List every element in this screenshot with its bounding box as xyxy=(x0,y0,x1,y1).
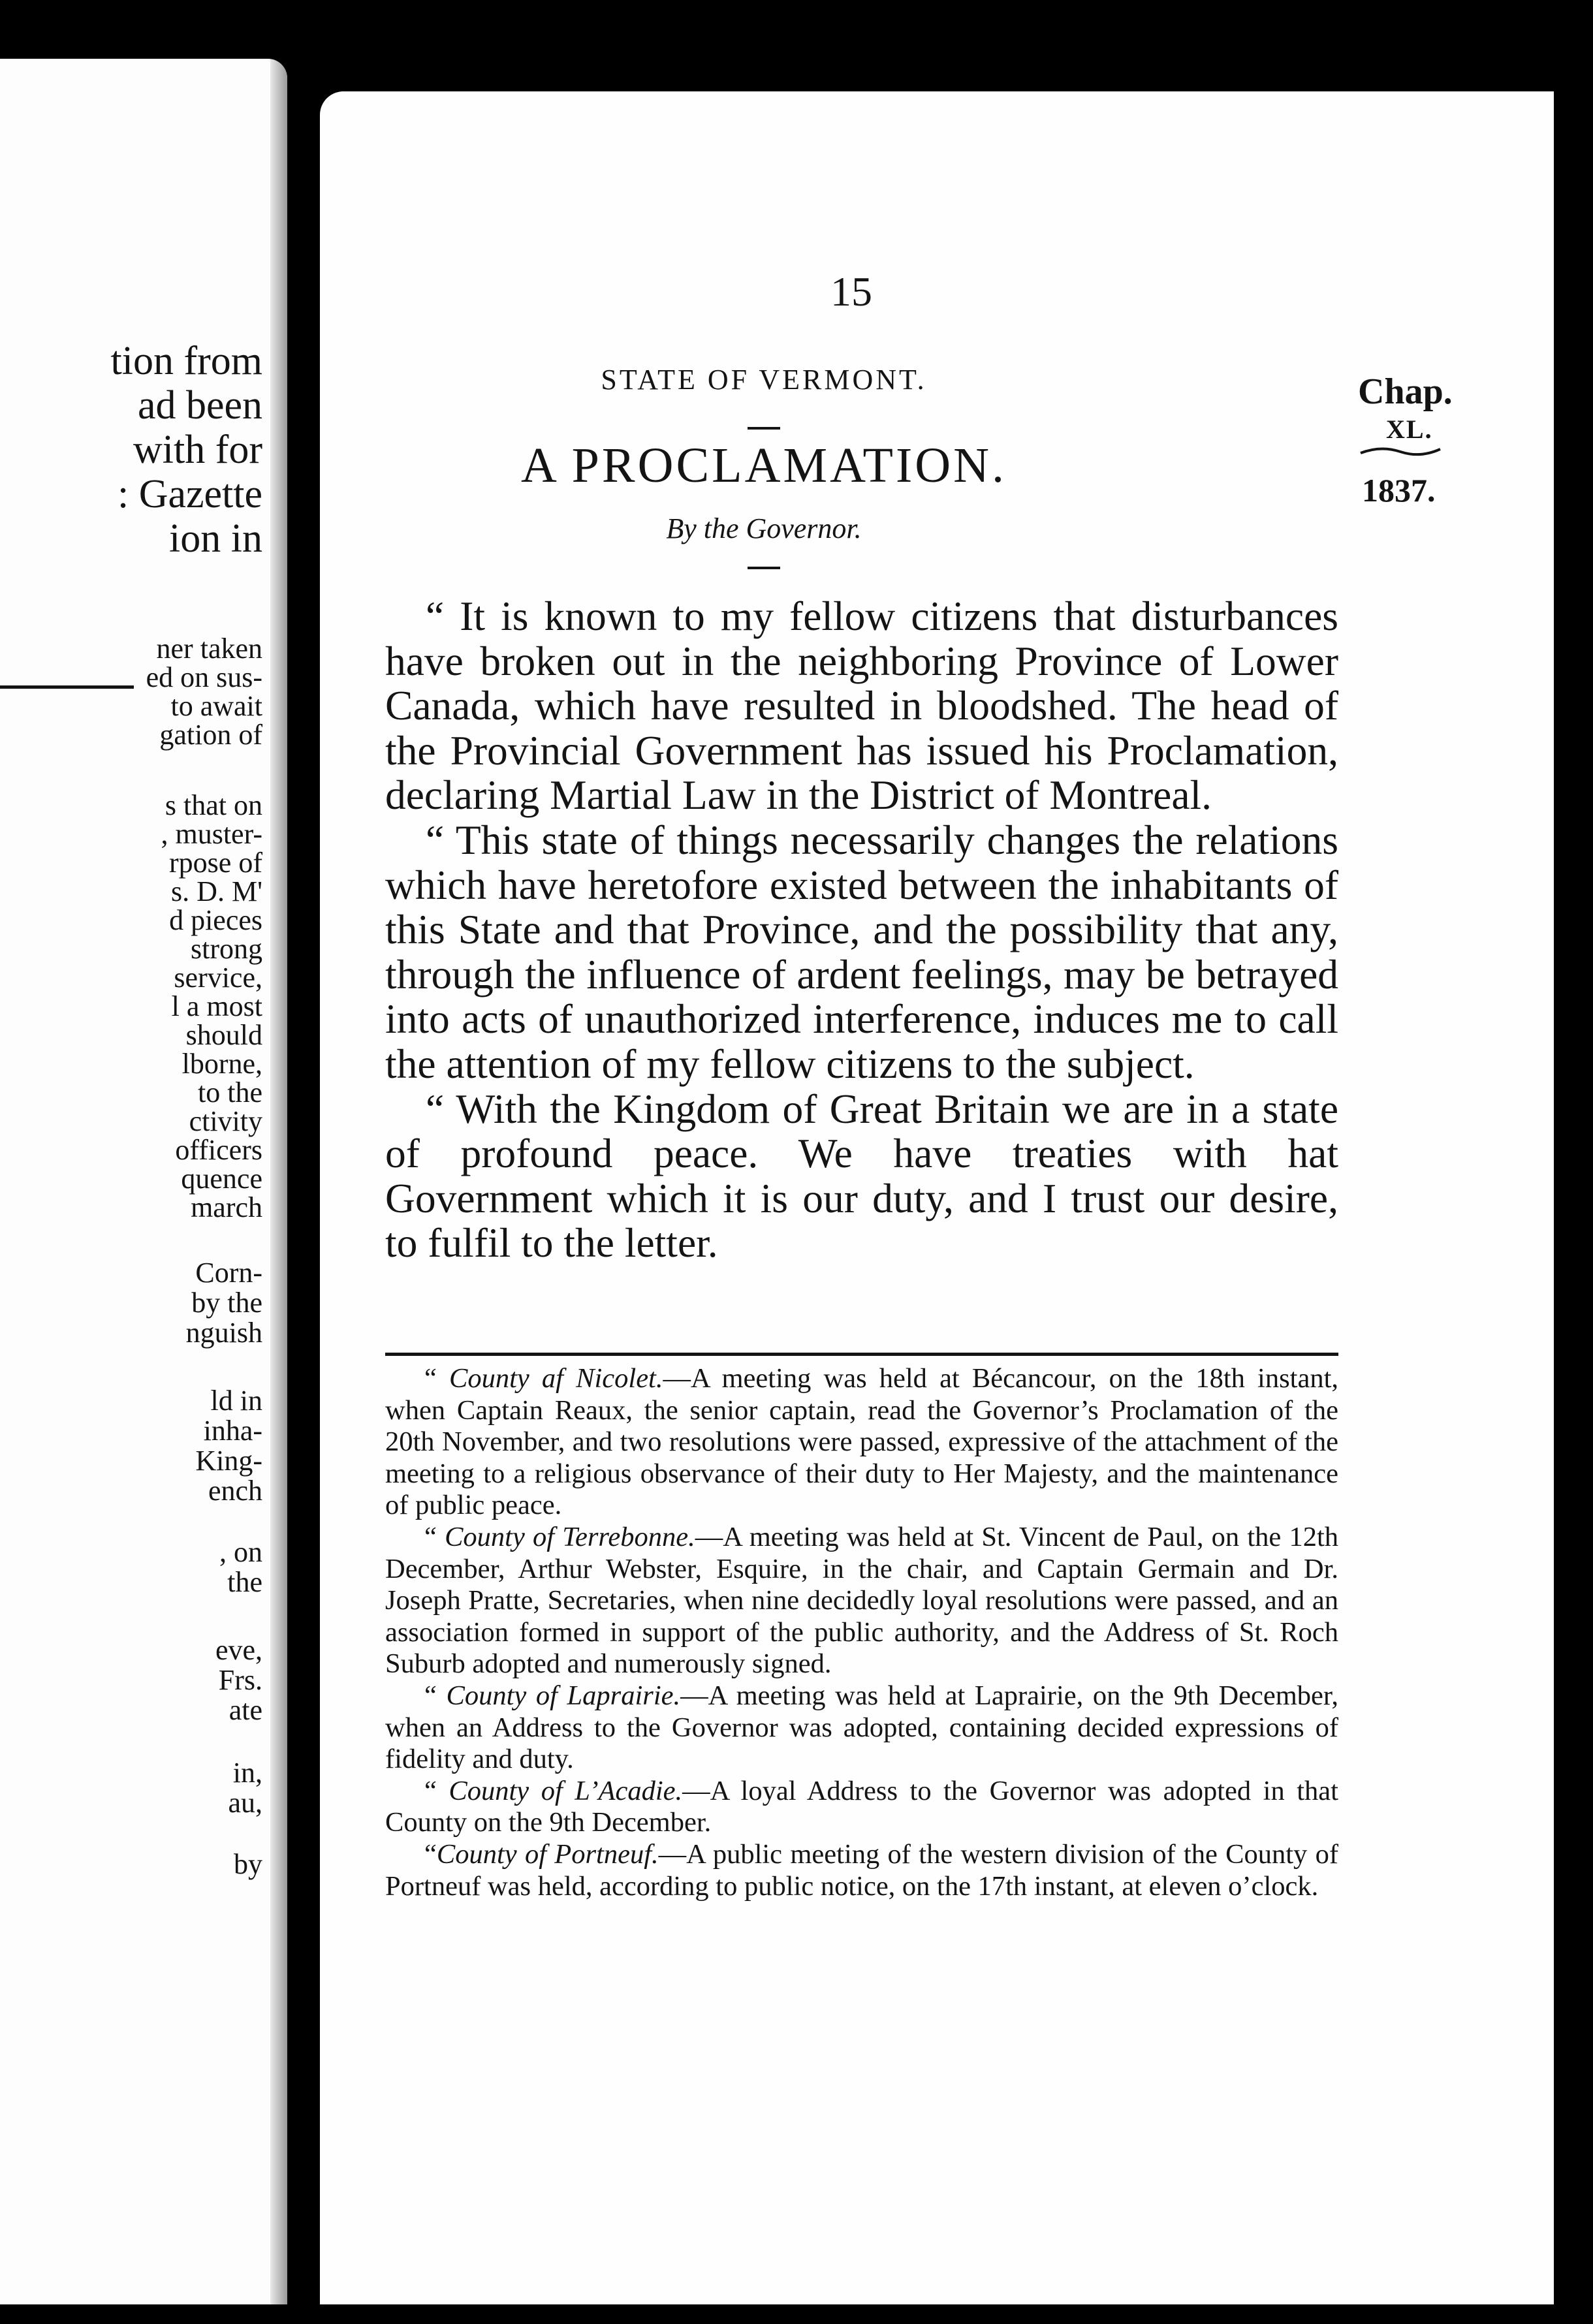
page-gutter xyxy=(270,59,287,2304)
footnote-rule xyxy=(385,1353,1338,1356)
by-line: By the Governor. xyxy=(666,512,862,544)
left-page-fragment: d pieces xyxy=(169,904,262,936)
proclamation-body xyxy=(385,594,1338,1266)
footnote-text: —A public meeting of the western division of the County of Portneuf was held, according to public notice, on the 17th instant, at eleven o’clock. xyxy=(385,1838,1338,1902)
footnotes xyxy=(385,1363,1338,1902)
left-page-fragment: should xyxy=(185,1019,262,1051)
footnote-quote: “ xyxy=(424,1363,450,1394)
margin-chapter-number: XL. xyxy=(1386,415,1433,444)
left-page-fragment: , on xyxy=(219,1536,262,1568)
heading-dash xyxy=(748,427,780,430)
footnote xyxy=(385,1776,1338,1839)
left-page-fragment: lborne, xyxy=(181,1048,262,1080)
body-paragraph: “ It is known to my fellow citizens that disturbances have broken out in the neighboring Province of Lower Canada, which have resulted in bloodshed. The head of the Provincial Government has issued his Proclamation, declaring Martial Law in the District of Montreal. xyxy=(385,593,1338,819)
left-page-fragment: Frs. xyxy=(218,1664,262,1696)
footnote-quote: “ xyxy=(424,1680,447,1711)
footnote-quote: “ xyxy=(424,1775,449,1806)
footnote-text: —A meeting was held at Laprairie, on the 9th December, when an Address to the Governor was adopted, containing decided expressions of fidelity and duty. xyxy=(385,1680,1338,1775)
left-page-fragment: au, xyxy=(228,1787,262,1819)
left-page-fragment: Corn- xyxy=(195,1257,262,1289)
left-page-fragment: to await xyxy=(170,690,262,722)
swash-ornament xyxy=(1358,444,1443,458)
left-page-rule xyxy=(0,685,134,689)
left-page-fragment: nguish xyxy=(185,1317,262,1349)
left-page-fragment: by xyxy=(234,1848,262,1880)
footnote-title: County af Nicolet. xyxy=(449,1363,663,1394)
footnote-quote: “ xyxy=(424,1521,445,1552)
footnote-text: —A loyal Address to the Governor was adopted in that County on the 9th December. xyxy=(385,1775,1338,1838)
left-page-fragment: ion in xyxy=(169,516,262,561)
left-page-fragment: inha- xyxy=(203,1415,262,1447)
footnote xyxy=(385,1363,1338,1522)
left-page-fragment: strong xyxy=(191,933,262,965)
left-page-fragment: King- xyxy=(195,1445,262,1477)
left-page-fragment: gation of xyxy=(159,719,262,751)
margin-chapter-label: Chap. xyxy=(1358,371,1453,412)
left-page-fragment: ner taken xyxy=(156,633,262,665)
footnote-title: County of L’Acadie. xyxy=(449,1775,683,1806)
heading-dash xyxy=(748,567,780,569)
left-page-fragment: l a most xyxy=(171,990,262,1022)
left-page-fragment: by the xyxy=(191,1287,262,1319)
left-page-fragment: with for xyxy=(133,428,262,472)
footnote-title: County of Portneuf. xyxy=(436,1838,659,1870)
page-number: 15 xyxy=(830,268,872,315)
left-page-fragment: ld in xyxy=(210,1385,262,1417)
left-page-fragment: s that on xyxy=(165,789,262,821)
body-paragraph: “ With the Kingdom of Great Britain we are in a state of profound peace. We have treaties with hat Government which it is our duty, and I trust our desire, to fulfil to the letter. xyxy=(385,1085,1338,1266)
footnote xyxy=(385,1839,1338,1902)
left-page-fragment: ad been xyxy=(137,383,262,428)
footnote-text: —A meeting was held at Bécancour, on the 18th instant, when Captain Reaux, the senior captain, read the Governor’s Proclamation of the 20th November, and two resolutions were passed, expressive of the attachment of the meeting to a religious observance of their duty to Her Majesty, and the maintenance of public peace. xyxy=(385,1363,1338,1521)
margin-year: 1837. xyxy=(1362,472,1436,509)
left-page-fragment: quence xyxy=(181,1163,262,1195)
footnote-text: —A meeting was held at St. Vincent de Paul, on the 12th December, Arthur Webster, Esquire, in the chair, and Captain Germain and Dr. Joseph Pratte, Secretaries, when nine decidedly loyal resolutions were passed, and an association formed in support of the public authority, and the Address of St. Roch Suburb adopted and numerously signed. xyxy=(385,1521,1339,1680)
state-heading: STATE OF VERMONT. xyxy=(601,364,927,396)
footnote xyxy=(385,1522,1338,1680)
left-page-fragment: ctivity xyxy=(189,1105,262,1137)
left-page-fragment: rpose of xyxy=(169,847,262,879)
left-page-fragment: : Gazette xyxy=(117,472,262,516)
left-page-fragment: service, xyxy=(174,962,262,994)
left-page-fragment: eve, xyxy=(215,1634,262,1666)
previous-page xyxy=(0,59,287,2304)
footnote-title: County of Laprairie. xyxy=(446,1680,681,1711)
body-paragraph: “ This state of things necessarily changes the relations which have heretofore existed between the inhabitants of this State and that Province, and the possibility that any, through the influence of ardent feelings, may be betrayed into acts of unauthorized interference, induces me to call the attention of my fellow citizens to the subject. xyxy=(385,816,1338,1087)
left-page-fragment: in, xyxy=(232,1757,262,1789)
left-page-fragment: to the xyxy=(198,1076,262,1108)
proclamation-heading: A PROCLAMATION. xyxy=(520,438,1007,493)
left-page-fragment: officers xyxy=(175,1134,262,1166)
left-page-fragment: ed on sus- xyxy=(146,661,262,693)
left-page-fragment: ate xyxy=(229,1694,262,1726)
main-page xyxy=(320,91,1554,2304)
left-page-fragment: the xyxy=(227,1566,262,1598)
footnote xyxy=(385,1680,1338,1776)
footnote-quote: “ xyxy=(424,1838,437,1870)
left-page-fragment: ench xyxy=(208,1475,262,1507)
left-page-fragment: s. D. M' xyxy=(171,875,262,907)
left-page-fragment: tion from xyxy=(110,339,262,383)
left-page-fragment: , muster- xyxy=(161,818,262,850)
footnote-title: County of Terrebonne. xyxy=(445,1521,695,1552)
left-page-fragment: march xyxy=(191,1191,262,1223)
